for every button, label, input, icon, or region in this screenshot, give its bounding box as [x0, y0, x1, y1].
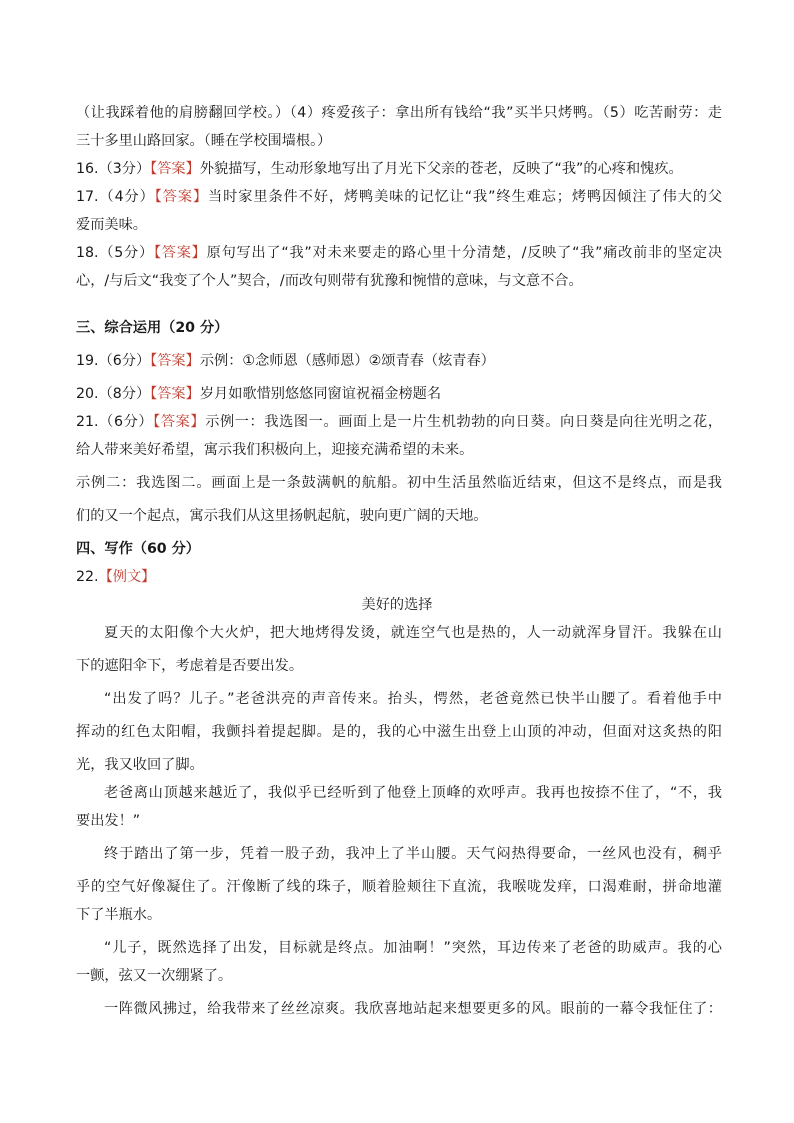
- answer-text: 当时家里条件不好，烤鸭美味的记忆让“我”终生难忘；烤鸭因倾注了伟大的父: [208, 189, 722, 205]
- essay-paragraph-line: 一阵微风拂过，给我带来了丝丝凉爽。我欣喜地站起来想要更多的风。眼前的一幕令我怔住了：: [104, 1001, 722, 1017]
- answer-line: 们的又一个起点，寓示我们从这里扬帆起航，驶向更广阔的天地。: [76, 508, 488, 524]
- question-number: 18.（5分）: [76, 245, 154, 261]
- question-number: 16.（3分）: [76, 161, 151, 177]
- question-19-answer: [76, 351, 722, 371]
- section-heading: 三、综合运用（20 分）: [76, 320, 229, 336]
- question-16-answer: [76, 159, 722, 179]
- answer-tag: 【答案】: [150, 161, 200, 177]
- answer-text: 示例：①念师恩（感师恩）②颂青春（炫青春）: [199, 353, 495, 369]
- answer-tag: 【答案】: [153, 414, 206, 430]
- essay-paragraph-line: 下了半瓶水。: [76, 907, 162, 923]
- question-20-answer: [76, 384, 722, 404]
- essay-paragraph-line: 一颤，弦又一次绷紧了。: [76, 968, 233, 984]
- essay-paragraph-line: 要出发！”: [76, 813, 141, 829]
- essay-paragraph-line: 下的遮阳伞下，考虑着是否要出发。: [76, 658, 304, 674]
- answer-line: 心，/与后文“我变了个人”契合，/而改句则带有犹豫和惋惜的意味，与文意不合。: [76, 273, 583, 289]
- question-21-answer: [76, 412, 722, 432]
- essay-paragraph-line: 老爸离山顶越来越近了，我似乎已经听到了他登上顶峰的欢呼声。我再也按捺不住了，“不，我: [104, 785, 722, 801]
- answer-line: 三十多里山路回家。（睡在学校围墙根。）: [76, 133, 332, 149]
- question-number: 19.（6分）: [76, 353, 151, 369]
- answer-tag: 【答案】: [150, 386, 200, 402]
- answer-text: 原句写出了“我”对未来要走的路心里十分清楚，/反映了“我”痛改前非的坚定决: [206, 245, 722, 261]
- essay-title: 美好的选择: [361, 597, 433, 613]
- answer-line: 爱而美味。: [76, 217, 147, 233]
- answer-text: 示例一：我选图一。画面上是一片生机勃勃的向日葵。向日葵是向往光明之花，: [205, 414, 722, 430]
- answer-tag: 【答案】: [154, 189, 209, 205]
- question-number: 17.（4分）: [76, 189, 155, 205]
- essay-paragraph-line: “儿子，既然选择了出发，目标就是终点。加油啊！”突然，耳边传来了老爸的助威声。我的心: [104, 940, 722, 956]
- essay-paragraph-line: 挥动的红色太阳帽，我颤抖着提起脚。是的，我的心中滋生出登上山顶的冲动，但面对这炙热的阳: [76, 724, 722, 740]
- question-17-answer: [76, 187, 722, 207]
- sample-essay-tag: 【例文】: [98, 569, 156, 585]
- essay-paragraph-line: “出发了吗？儿子。”老爸洪亮的声音传来。抬头，愕然，老爸竟然已快半山腰了。看着他手中: [104, 691, 722, 707]
- answer-tag: 【答案】: [150, 353, 200, 369]
- question-18-answer: [76, 243, 722, 263]
- answer-text: 外貌描写，生动形象地写出了月光下父亲的苍老，反映了“我”的心疼和愧疚。: [199, 161, 683, 177]
- question-number: 21.（6分）: [76, 414, 154, 430]
- essay-paragraph-line: 光，我又收回了脚。: [76, 757, 204, 773]
- answer-text: 岁月如歌惜别悠悠同窗谊祝福金榜题名: [199, 386, 442, 402]
- answer-line: 给人带来美好希望，寓示我们积极向上，迎接充满希望的未来。: [76, 442, 474, 458]
- question-22-heading: [76, 567, 722, 587]
- section-heading: 四、写作（60 分）: [76, 541, 200, 557]
- answer-line: 示例二：我选图二。画面上是一条鼓满帆的航船。初中生活虽然临近结束，但这不是终点，而是我: [76, 475, 722, 491]
- essay-paragraph-line: 夏天的太阳像个大火炉，把大地烤得发烫，就连空气也是热的，人一动就浑身冒汗。我躲在山: [104, 625, 722, 641]
- essay-paragraph-line: 终于踏出了第一步，凭着一股子劲，我冲上了半山腰。天气闷热得要命，一丝风也没有，稠乎: [104, 846, 722, 862]
- answer-tag: 【答案】: [153, 245, 207, 261]
- question-number: 20.（8分）: [76, 386, 151, 402]
- answer-line: （让我踩着他的肩膀翻回学校。）（4）疼爱孩子：拿出所有钱给“我”买半只烤鸭。（5）吃苦耐劳：走: [76, 105, 722, 121]
- essay-paragraph-line: 乎的空气好像凝住了。汗像断了线的珠子，顺着脸颊往下直流，我喉咙发痒，口渴难耐，拼命地灌: [76, 879, 722, 895]
- question-number: 22.: [76, 569, 99, 585]
